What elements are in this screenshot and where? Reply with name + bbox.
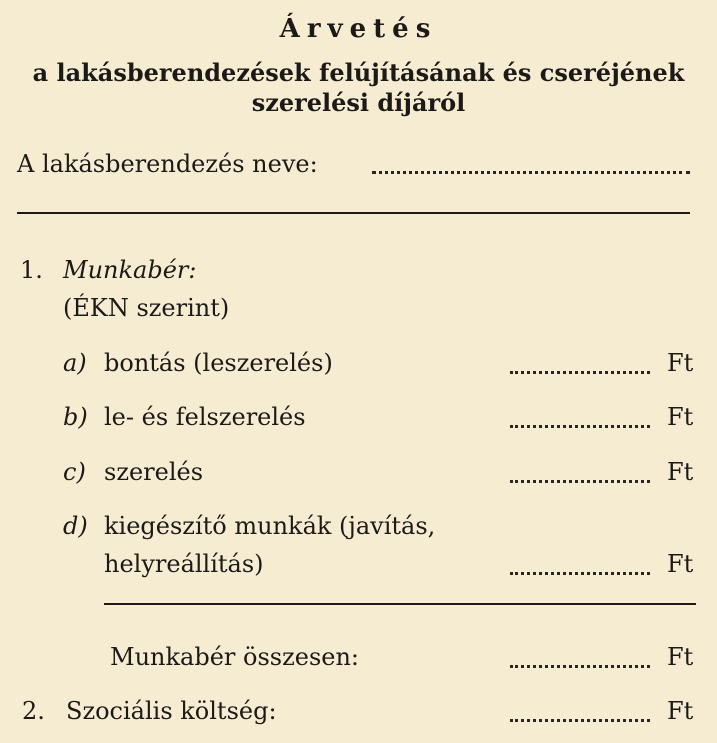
item-d-unit: Ft — [667, 550, 694, 578]
munkaber-total-label: Munkabér összesen: — [110, 643, 359, 671]
form-title: Árvetés — [279, 14, 438, 44]
item-d-amount-field[interactable] — [510, 572, 650, 575]
item-b-text: le- és felszerelés — [104, 403, 306, 431]
form-subtitle-line2: szerelési díjáról — [251, 88, 466, 117]
item-a-amount-field[interactable] — [510, 371, 650, 374]
item-d-text: kiegészítő munkák (javítás, — [104, 512, 436, 540]
section2-label: Szociális költség: — [66, 697, 277, 725]
section2-amount-field[interactable] — [510, 719, 650, 722]
munkaber-total-unit: Ft — [667, 643, 694, 671]
section2-unit: Ft — [667, 697, 694, 725]
form-subtitle-line1: a lakásberendezések felújításának és cseréjének — [32, 58, 685, 87]
item-b-amount-field[interactable] — [510, 425, 650, 428]
item-c-letter: c) — [63, 458, 86, 486]
item-d-letter: d) — [63, 512, 88, 540]
item-a-text: bontás (leszerelés) — [104, 349, 333, 377]
name-dotted-field[interactable] — [372, 171, 690, 174]
item-b-letter: b) — [63, 403, 88, 431]
item-c-amount-field[interactable] — [510, 480, 650, 483]
munkaber-total-field[interactable] — [510, 665, 650, 668]
item-a-unit: Ft — [667, 349, 694, 377]
section2-number: 2. — [22, 697, 45, 725]
subtotal-rule — [104, 603, 696, 605]
section1-heading: Munkabér: — [63, 256, 197, 284]
name-label: A lakásberendezés neve: — [17, 150, 318, 178]
item-b-unit: Ft — [667, 403, 694, 431]
section1-number: 1. — [20, 256, 43, 284]
name-underline — [17, 212, 690, 214]
item-a-letter: a) — [63, 349, 87, 377]
item-c-text: szerelés — [104, 458, 204, 486]
item-d-text-cont: helyreállítás) — [104, 550, 264, 578]
item-c-unit: Ft — [667, 458, 694, 486]
section1-note: (ÉKN szerint) — [63, 294, 230, 322]
